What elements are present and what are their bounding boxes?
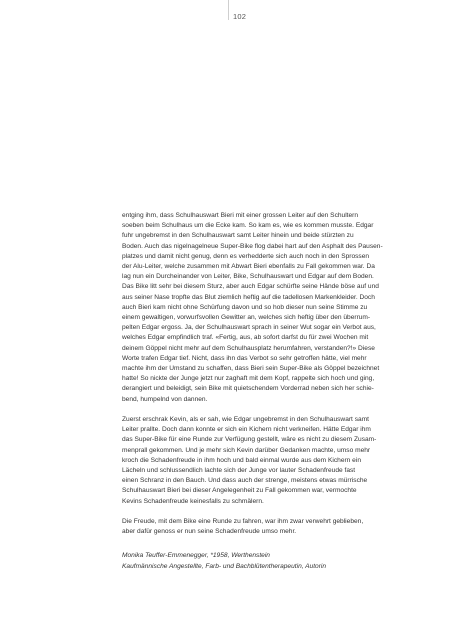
text-line: soeben beim Schulhaus um die Ecke kam. So kam es, wie es kommen musste. Edgar <box>122 222 374 230</box>
text-line: lag nun ein Durcheinander von Leiter, Bike, Schulhauswart und Edgar auf dem Boden. <box>122 273 374 281</box>
text-line: der Alu-Leiter, welche zusammen mit Abwart Bieri ebenfalls zu Fall gekommen war. Da <box>122 263 375 271</box>
text-line: menprall gekommen. Und je mehr sich Kevin darüber Gedanken machte, umso mehr <box>122 446 371 454</box>
text-line: machte ihm der Umstand zu schaffen, dass Bieri sein Super-Bike als Göppel bezeichnet <box>122 365 380 373</box>
text-line: hatte! So nickte der Junge jetzt nur zaghaft mit dem Kopf, rappelte sich hoch und ging, <box>122 375 375 383</box>
text-line: entging ihm, dass Schulhauswart Bieri mit einer grossen Leiter auf den Schultern <box>122 212 359 219</box>
paragraph-1 <box>122 211 404 405</box>
text-line: aber dafür genoss er nun seine Schadenfreude umso mehr. <box>122 528 297 536</box>
author-name-line: Monika Teuffer-Emmenegger, *1958, Werthenstein <box>122 552 270 560</box>
text-line: kroch die Schadenfreude in ihm hoch und bald einmal wurde aus dem Kichern ein <box>122 456 361 464</box>
text-line: Das Bike litt sehr bei diesem Sturz, aber auch Edgar schürfte seine Hände böse auf und <box>122 283 379 291</box>
text-line: Kevins Schadenfreude keinesfalls zu schmälern. <box>122 497 264 505</box>
author-info <box>122 551 404 571</box>
text-line: platzes und damit nicht genug, denn es verhedderte sich auch noch in den Sprossen <box>122 252 370 260</box>
text-line: welches Edgar empfindlich traf. «Fertig, aus, ab sofort darfst du für zwei Wochen mit <box>122 334 369 342</box>
text-line: auch Bieri kam nicht ohne Schürfung davon und so hob dieser nun seine Stimme zu <box>122 303 368 311</box>
text-line: pelten Edgar ergoss. Ja, der Schulhauswart sprach in seiner Wut sogar ein Verbot aus, <box>122 324 376 332</box>
text-line: Schulhauswart Bieri bei dieser Angelegenheit zu Fall gekommen war, vermochte <box>122 487 357 495</box>
text-line: Lächeln und schlussendlich lachte sich der Junge vor lauter Schadenfreude fast <box>122 467 356 475</box>
text-line: Leiter prallte. Doch dann konnte er sich ein Kichern nicht verkneifen. Hätte Edgar ihm <box>122 426 371 434</box>
text-line: Die Freude, mit dem Bike eine Runde zu fahren, war ihm zwar verwehrt geblieben, <box>122 518 364 526</box>
page-divider-line <box>228 0 229 20</box>
story-text <box>122 211 404 572</box>
paragraph-3 <box>122 517 404 537</box>
text-line: Worte trafen Edgar tief. Nicht, dass ihn das Verbot so sehr getroffen hätte, viel mehr <box>122 354 367 362</box>
text-line: einem gewaltigen, vorwurfsvollen Gewitter an, welches sich heftig über den überrum- <box>122 314 371 322</box>
text-line: aus seiner Nase tropfte das Blut ziemlich heftig auf die tadellosen Markenkleider. Doch <box>122 293 375 301</box>
text-line: Boden. Auch das nigelnagelneue Super-Bike flog dabei hart auf den Asphalt des Pausen- <box>122 242 383 250</box>
text-line: derangiert und beleidigt, sein Bike mit quietschendem Vorderrad neben sich her schie- <box>122 385 374 393</box>
text-line: bend, humpelnd von dannen. <box>122 395 208 403</box>
text-line: das Super-Bike für eine Runde zur Verfügung gestellt, wäre es nicht zu diesem Zusam- <box>122 436 377 444</box>
text-line: Zuerst erschrak Kevin, als er sah, wie Edgar ungebremst in den Schulhauswart samt <box>122 416 370 424</box>
author-profession-line: Kaufmännische Angestellte, Farb- und Bachblütentherapeutin, Autorin <box>122 562 327 570</box>
paragraph-2 <box>122 415 404 507</box>
text-line: fuhr ungebremst in den Schulhauswart samt Leiter hinein und beide stürzten zu <box>122 232 354 240</box>
text-line: deinem Göppel nicht mehr auf dem Schulhausplatz herumfahren, verstanden?!» Diese <box>122 344 375 352</box>
page-number: 102 <box>233 12 247 21</box>
text-line: einen Schranz in den Bauch. Und dass auch der strenge, meistens etwas mürrische <box>122 477 368 485</box>
